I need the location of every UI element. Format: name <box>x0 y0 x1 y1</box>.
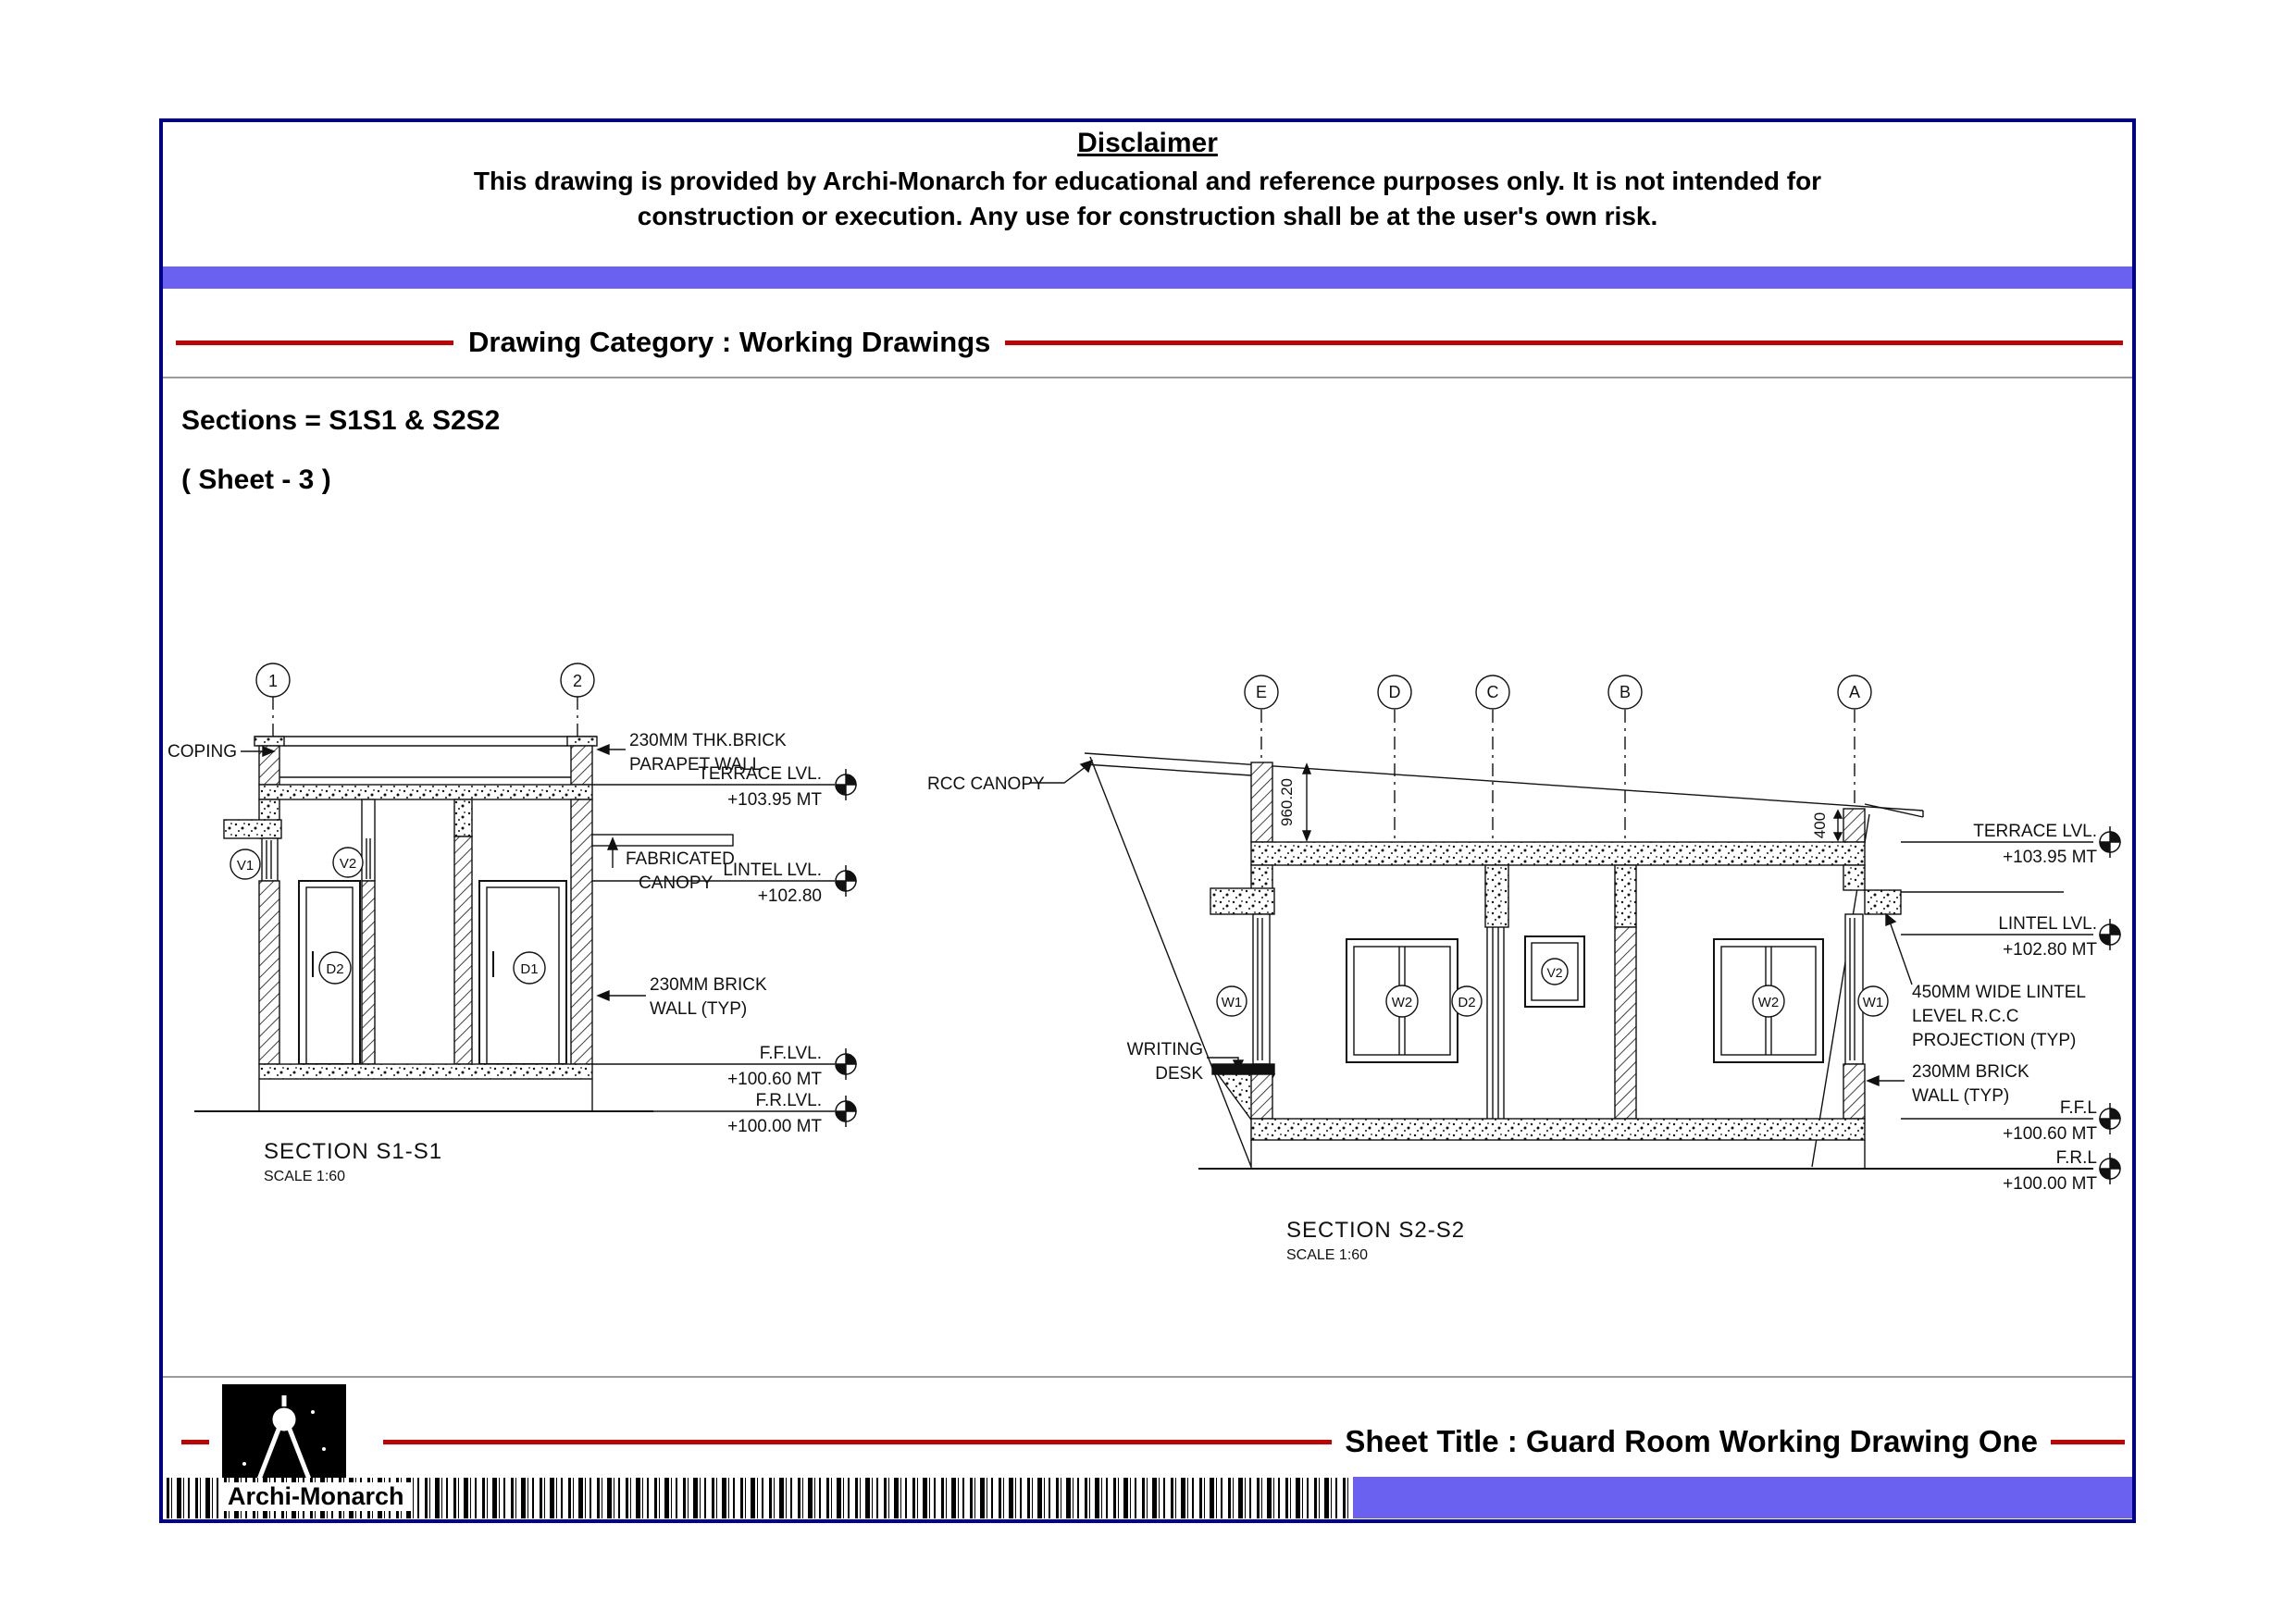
w1-label: W1 <box>1221 995 1243 1010</box>
middle-wall <box>454 836 472 1064</box>
terrace-level-label: TERRACE LVL. <box>1973 822 2097 841</box>
ventilator-v2 <box>362 799 375 881</box>
coping-cap-right <box>567 737 597 746</box>
canopy-projection-left <box>224 820 281 838</box>
lintel-level-value: +102.80 <box>757 886 822 906</box>
lintel-level-label: LINTEL LVL. <box>723 861 822 880</box>
ff-level-value: +100.60 MT <box>727 1070 822 1089</box>
terrace-level-value: +103.95 MT <box>2003 848 2097 867</box>
disclaimer-title: Disclaimer <box>1077 128 1218 158</box>
level-marker-icon <box>836 769 856 800</box>
floor-slab <box>259 1064 592 1079</box>
writing-desk <box>1212 1064 1274 1074</box>
section-s2-scale: SCALE 1:60 <box>1286 1247 1369 1263</box>
d1-label: D1 <box>520 961 539 977</box>
door-d2 <box>1487 927 1504 1119</box>
arrowhead-icon <box>598 991 609 1000</box>
lintel-projection-label-3: PROJECTION (TYP) <box>1912 1031 2077 1050</box>
d2-label: D2 <box>326 961 344 977</box>
writing-desk-label-2: DESK <box>1155 1064 1203 1084</box>
lintel-projection-right <box>1865 890 1901 914</box>
lintel-projection-label-1: 450MM WIDE LINTEL <box>1912 983 2086 1002</box>
title-red-line-right <box>2051 1440 2125 1444</box>
grid-label-D: D <box>1388 683 1401 701</box>
v1-label: V1 <box>236 858 254 873</box>
brick-wall-label-1: 230MM BRICK <box>650 975 767 995</box>
fr-level-label: F.R.LVL. <box>755 1091 822 1110</box>
parapet-right <box>1843 809 1865 842</box>
window-w1-left <box>1253 914 1270 1064</box>
ff-level-value: +100.60 MT <box>2003 1124 2097 1144</box>
arrowhead-icon <box>598 745 609 754</box>
arrowhead-icon <box>1081 761 1092 772</box>
w2-label: W2 <box>1391 995 1413 1010</box>
sheet-title-row <box>181 1421 2125 1462</box>
section-s2s2-drawing <box>1029 675 2120 1184</box>
lintel-projection-left <box>1210 888 1274 914</box>
level-marker-icon <box>836 865 856 897</box>
footer-divider <box>163 1376 2132 1378</box>
d2-label: D2 <box>1458 995 1476 1010</box>
w2-label-b: W2 <box>1757 995 1780 1010</box>
grid-label-1: 1 <box>267 672 279 690</box>
title-red-line-left <box>383 1440 1332 1444</box>
sheet-title: Sheet Title : Guard Room Working Drawing One <box>1345 1424 2038 1458</box>
parapet-label-2: PARAPET WALL <box>629 755 763 774</box>
barcode <box>167 1478 1353 1518</box>
grid-label-A: A <box>1848 683 1861 701</box>
grid-label-B: B <box>1619 683 1632 701</box>
dim-960: 960.20 <box>1278 778 1296 826</box>
lintel-projection-label-2: LEVEL R.C.C <box>1912 1007 2019 1026</box>
brick-wall-label-2: WALL (TYP) <box>1912 1086 2010 1106</box>
fr-level-label: F.R.L <box>2055 1148 2097 1168</box>
dim-400: 400 <box>1811 812 1829 839</box>
lintel-level-label: LINTEL LVL. <box>1998 914 2097 934</box>
grid-label-2: 2 <box>572 672 583 690</box>
coping-label: COPING <box>168 742 237 762</box>
ff-level-label: F.F.LVL. <box>759 1044 822 1063</box>
v2-label: V2 <box>339 856 357 872</box>
disclaimer-line-1: This drawing is provided by Archi-Monarch for educational and reference purposes only. It is not intended for <box>473 167 1822 195</box>
drawing-category-label: Drawing Category : Working Drawings <box>468 326 991 358</box>
wall-b <box>1615 927 1636 1119</box>
level-marker-icon <box>2100 1103 2120 1134</box>
terrace-level-label: TERRACE LVL. <box>698 764 822 784</box>
right-wall <box>571 799 592 1064</box>
sections-heading: Sections = S1S1 & S2S2 <box>181 405 501 436</box>
disclaimer-line-2: construction or execution. Any use for construction shall be at the user's own risk. <box>637 202 1658 230</box>
title-red-line-far-left <box>181 1440 209 1444</box>
ventilator-v1 <box>262 838 278 881</box>
rcc-canopy-label: RCC CANOPY <box>927 774 1045 794</box>
parapet-left <box>1251 762 1272 842</box>
footer-blue-bar <box>1353 1477 2132 1518</box>
w1-label-b: W1 <box>1862 995 1884 1010</box>
arrowhead-icon <box>1868 1076 1879 1085</box>
sheet-number-heading: ( Sheet - 3 ) <box>181 465 331 495</box>
brick-wall-label-2: WALL (TYP) <box>650 999 748 1019</box>
terrace-level-value: +103.95 MT <box>727 790 822 810</box>
level-marker-icon <box>2100 826 2120 858</box>
level-marker-icon <box>2100 919 2120 950</box>
fabricated-canopy-label-1: FABRICATED <box>626 849 735 869</box>
brand-label: Archi-Monarch <box>220 1482 412 1511</box>
fr-level-value: +100.00 MT <box>2003 1174 2097 1194</box>
section-s1-scale: SCALE 1:60 <box>264 1169 346 1184</box>
level-marker-icon <box>836 1048 856 1080</box>
section-s2-title: SECTION S2-S2 <box>1286 1218 1466 1243</box>
section-s1-title: SECTION S1-S1 <box>264 1139 443 1164</box>
fr-level-value: +100.00 MT <box>727 1117 822 1136</box>
terrace-slab <box>1251 842 1865 865</box>
ff-level-label: F.F.L <box>2059 1098 2097 1118</box>
grid-label-C: C <box>1486 683 1499 701</box>
parapet-label-1: 230MM THK.BRICK <box>629 731 787 750</box>
coping-cap-left <box>254 737 284 746</box>
level-marker-icon <box>836 1096 856 1127</box>
brick-wall-label-1: 230MM BRICK <box>1912 1062 2029 1082</box>
grid-label-E: E <box>1255 683 1268 701</box>
floor-slab <box>1251 1119 1865 1140</box>
lintel-level-value: +102.80 MT <box>2003 940 2097 960</box>
fabricated-canopy-label-2: CANOPY <box>639 873 714 893</box>
writing-desk-label-1: WRITING <box>1126 1040 1203 1059</box>
v2-label: V2 <box>1546 965 1563 980</box>
level-marker-icon <box>2100 1153 2120 1184</box>
terrace-slab <box>259 785 592 799</box>
arrowhead-icon <box>1886 914 1895 925</box>
